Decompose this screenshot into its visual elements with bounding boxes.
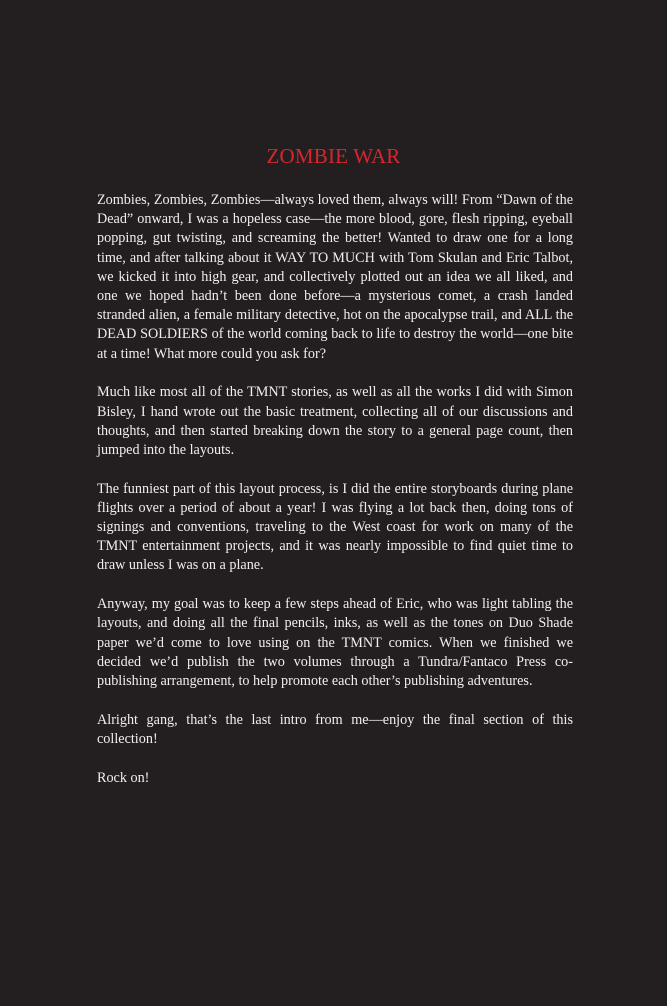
paragraph-1: Zombies, Zombies, Zombies—always loved them, always will! From “Dawn of the Dead” onward, I was a hopeless case—the more blood, gore, flesh ripping, eyeball popping, gut twisting, and screaming the better! Wanted to draw one for a long time, and after talking about it WAY TO MUCH with Tom Skulan and Eric Talbot, we kicked it into high gear, and collectively plotted out an idea we all liked, and one we hoped hadn’t been done before—a mysterious comet, a crash landed stranded alien, a female military detective, hot on the apocalypse trail, and ALL the DEAD SOLDIERS of the world coming back to life to destroy the world—one bite at a time! What more could you ask for? (97, 192, 573, 362)
paragraph-4: Anyway, my goal was to keep a few steps ahead of Eric, who was light tabling the layouts, and doing all the final pencils, inks, as well as the tones on Duo Shade paper we’d come to love using on the TMNT comics. When we finished we decided we’d publish the two volumes through a Tundra/Fantaco Press co-publishing arrangement, to help promote each other’s publishing adventures. (97, 596, 573, 689)
paragraph-6: Rock on! (97, 769, 150, 786)
paragraph-2: Much like most all of the TMNT stories, as well as all the works I did with Simon Bisley, I hand wrote out the basic treatment, collecting all of our discussions and thoughts, and then started breaking down the story to a general page count, then jumped into the layouts. (97, 384, 573, 458)
body-text (97, 191, 573, 807)
paragraph-5: Alright gang, that’s the last intro from me—enjoy the final section of this collection! (97, 711, 573, 747)
paragraph-3: The funniest part of this layout process, is I did the entire storyboards during plane flights over a period of about a year! I was flying a lot back then, doing tons of signings and conventions, traveling to the West coast for work on many of the TMNT entertainment projects, and it was nearly impossible to find quiet time to draw unless I was on a plane. (97, 480, 573, 574)
page-title: ZOMBIE WAR (266, 144, 401, 168)
